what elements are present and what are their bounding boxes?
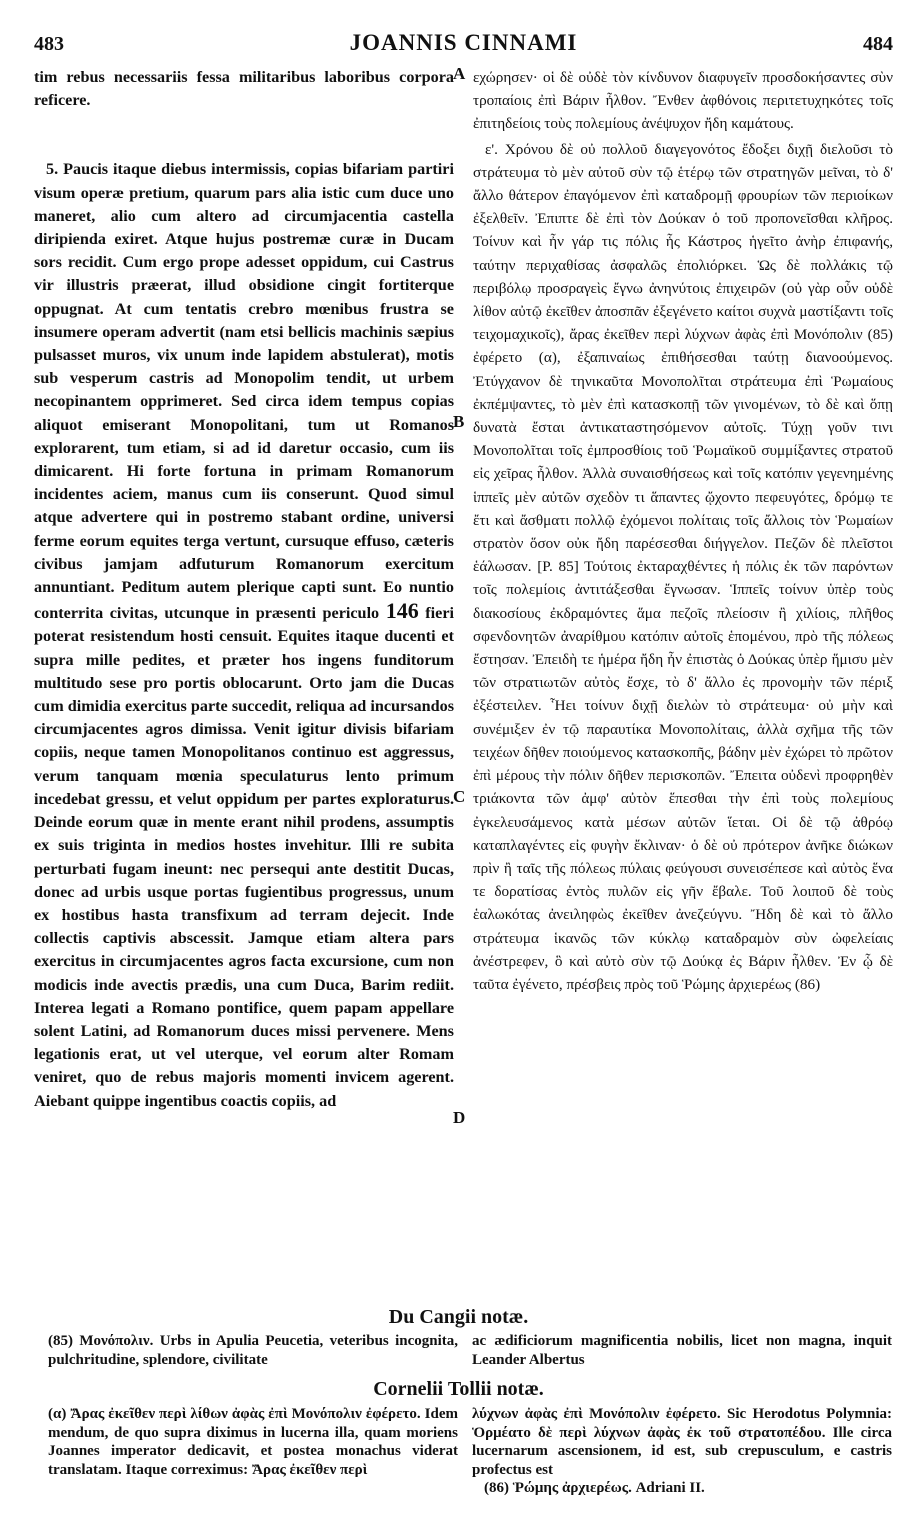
latin-paragraph-2 xyxy=(34,158,454,1112)
tollius-note-a-cont: λύχνων ἀφὰς ἐπὶ Μονόπολιν ἐφέρετο. Sic Herodotus Polymnia: Ὁρμέατο δὲ περὶ λύχνων ἀφὰς ἐκ τοῦ στρατοπέδου. Ille circa lucernarum ascensionem, id est, sub crepusculum, e castris profectus est xyxy=(472,1406,892,1478)
du-cange-note-85-cont: ac ædificiorum magnificentia nobilis, licet non magna, inquit Leander Albertus xyxy=(472,1333,892,1368)
section-marker-a: A xyxy=(453,64,466,83)
greek-paragraph-1: εχώρησεν· οἱ δὲ οὐδὲ τὸν κίνδυνον διαφυγεῖν προσδοκήσαντες σὺν τροπαίοις ἐπὶ Βάριν ἦλθον. Ἔνθεν ἀφθόνοις περιτετυχηκότες τοῖς ἐπιτηδείοις τοὺς πολεμίους ἀνέψυχον ἤδη καμάτους. xyxy=(473,69,893,133)
tollius-note-a: (α) Ἄρας ἐκεῖθεν περὶ λίθων ἀφὰς ἐπὶ Μονόπολιν ἐφέρετο. Idem mendum, de quo supra diximus in lucerna illa, quam moriens Joannes imperator dedicavit, et postea monachus viderat translatam. Itaque correximus: Ἄρας ἐκεῖθεν περὶ xyxy=(48,1406,458,1478)
section-marker-d: D xyxy=(453,1108,466,1127)
latin-paragraph-1: tim rebus necessariis fessa militaribus laboribus corpora reficere. xyxy=(34,68,454,110)
latin-paragraph-2b: fieri poterat resistendum hosti censuit. Equites itaque ducenti et supra mille pedites, et præter hos ingens funditorum multitudo sese pro portis oblocarunt. Orto jam die Ducas cum dimidia exercitus parte succedit, reliqua ad incursandos circumjacentes agros dimissa. Venit igitur divisis bifariam copiis, neque tamen Monopolitanos continuo est aggressus, verum tanquam mœnia speculaturus lento primum incedebat gressu, et velut oppidum per partes exploraturus. Deinde eorum quæ in mente erant nihil prodens, assumptis ex suis triginta in medios hostes invehitur. Illi re subita perturbati fugam ineunt: nec persequi ante destitit Ducas, donec ad urbis usque portas fugientibus progressus, unum ex hostibus hasta transfixum ad terram dejecit. Inde collectis captivis abscessit. Jamque etiam altera pars exercitus in circumjacentes agros facta excursione, cum non modicis inde avectis prædis, una cum Duca, Barim rediit. Interea legati a Romano pontifice, quem papam appellare solent Latini, ad Romanorum duces missi pervenere. Mens legationis erat, ut vel uterque, vel eorum alter Romam veniret, quo de rebus majoris momenti invicem agerent. Aiebant quippe ingentibus coactis copiis, ad xyxy=(34,604,454,1110)
big-page-number: 146 xyxy=(385,598,419,624)
tollius-note-left xyxy=(48,1405,458,1479)
tollius-note-86: (86) Ῥώμης ἀρχιερέως. Adriani II. xyxy=(484,1480,705,1496)
latin-column xyxy=(34,66,454,1308)
greek-paragraph-2: ε'. Χρόνου δὲ οὐ πολλοῦ διαγεγονότος ἔδοξει διχῇ διελοῦσι τὸ στράτευμα τὸ μὲν αὐτοῦ σὺν τῷ ἑτέρῳ τῶν στρατηγῶν μεῖναι, τὸ δ' ἄλλο θάτερον ἐπαγόμενον ἐπὶ καταδρομῇ φρουρίων τῶν περιοίκων ἐξελθεῖν. Ἐπιπτε δὲ ἐπὶ τὸν Δούκαν ὁ τοῦ προπονεῖσθαι κλῆρος. Τοίνυν καὶ ἦν γάρ τις πόλις ἧς Κάστρος ἡγεῖτο ἀνὴρ ἐπιφανής, ταύτην περιχαθίσας ἀσφαλῶς ἐπολιόρκει. Ὡς δὲ πολλάκις τῷ περιβόλῳ προσραγεὶς ἔγνω ἀνηνύτοις ἐπιχειρῶν (οὐ γὰρ οὖν οὐδὲ λίθον αὐτῷ ἐκεῖθεν ἀποσπᾶν ἐξεγένετο καίτοι συχνὰ μαστίξαντι τοῖς τειχομαχικοῖς), ἄρας ἐκεῖθεν περὶ λύχνων ἀφὰς ἐπὶ Μονόπολιν (85) ἐφέρετο (α), ἐξαπιναίως ἐπιθήσεσθαι ταύτῃ διανοούμενος. Ἐτύγχανον δὲ τηνικαῦτα Μονοπολῖται στράτευμα ἐπὶ Ῥωμαίους ἐκπέμψαντες, τὸ μὲν ἐπὶ κατασκοπῇ τῶν γινομένων, τὸ δὲ καὶ ὅπῃ δυνατὰ ἔσται ἀντικαταστησόμενον αὐτοῖς. Τύχῃ γοῦν τινι Μονοπολῖται τοῖς ἐμπροσθίοις τοῦ Ῥωμαϊκοῦ συμμίξαντες στρατοῦ εἰς χεῖρας ἦλθον. Ἀλλὰ συναισθήσεως καὶ τοῖς κατόπιν γεγενημένης ἱππεῖς μὲν αὐτῶν σχεδὸν τι ἅπαντες ᾤχοντο πεφευγότες, δρόμῳ τε ἔτι καὶ ἄσθματι πολλῷ ἐχόμενοι πολίταις τοῖς ἄλλοις τὸν Ῥωμαίων στρατὸν ὅσον οὐκ ἤδη παρέσεσθαι διήγγελον. Πεζῶν δὲ πλεῖστοι ἑάλωσαν. [P. 85] Τούτοις ἐκταραχθέντες ἡ πόλις ἐκ τῶν παρόντων τοῖς πολεμίοις ἀντιτάξεσθαι ἔγνωσαν. Ἱππεῖς τοίνυν ὑπὲρ τοὺς διακοσίους ἐκδραμόντες ἅμα πεζοῖς πλείοσιν ἢ χιλίοις, πλῆθος σφενδονητῶν ἀναρίθμου κατόπιν αὐτοῖς ἑπομένου, πρὸ τῆς πόλεως ἔστησαν. Ἐπειδὴ τε ἡμέρα ἤδη ἦν ἐπιστὰς ὁ Δούκας ὑπὲρ ἥμισυ μὲν τῶν στρατιωτῶν αὐτὸς ἔσχε, τὸ δ' ἄλλο ἐς προνομὴν τῶν πέριξ ἐξέστειλεν. Ἧει τοίνυν διχῇ διελὼν τὸ στράτευμα· οὐ μὴν καὶ συνέμιξεν ἐν τῷ παραυτίκα Μονοπολίταις, ἀλλὰ σχῆμα τῆς τῶν τειχέων δῆθεν ποιούμενος κατασκοπῆς, βάδην μὲν ἐχώρει τὸ πρῶτον ἐπὶ μέρους τὴν πόλιν δῆθεν περισκοπῶν. Ἔπειτα οὐδενὶ προφρηθὲν τριάκοντα τῶν ἀμφ' αὐτὸν ἕπεσθαι τὴν ἐπὶ τοὺς πολεμίους ἐγκελευσάμενος κατὰ μέσων αὐτῶν ἵεται. Οἱ δὲ τῷ ἀθρόῳ καταπλαγέντες εἰς φυγὴν ἔκλιναν· ὁ δὲ οὐ πρότερον ἀνῆκε διώκων πρὶν ἢ ταῖς τῆς πόλεως πύλαις φεύγουσι συνεισέπεσε καὶ αὐτὸς ἕνα τε δορατίσας ἐντὸς πυλῶν εἰς γῆν ἔβαλε. Τοῦ λοιποῦ δὲ τοὺς ἑαλωκότας ἀνειληφὼς ἐκεῖθεν ἀνεζεύγνυ. Ἤδη δὲ καὶ τὸ ἄλλο στράτευμα ἱκανῶς τῶν κύκλῳ καταδραμὸν σὺν ὠφελείαις ἀνέστρεφεν, ὃ καὶ αὐτὸ σὺν τῷ Δούκᾳ ἐς Βάριν ἦλθεν. Ἐν ᾧ δὲ ταῦτα ἐγένετο, πρέσβεις πρὸς τοῦ Ῥώμης ἀρχιερέως (86) xyxy=(473,140,893,993)
du-cange-note-right xyxy=(472,1332,892,1369)
du-cange-notes-title: Du Cangii notæ. xyxy=(388,1306,529,1328)
running-title: JOANNIS CINNAMI xyxy=(349,30,578,55)
running-header xyxy=(34,30,893,60)
tollius-notes-title: Cornelii Tollii notæ. xyxy=(373,1378,544,1400)
left-page-number: 483 xyxy=(34,33,64,55)
right-page-number: 484 xyxy=(862,33,893,55)
du-cange-note-left xyxy=(48,1332,458,1369)
tollius-note-right xyxy=(472,1405,892,1498)
du-cange-note-85: (85) Μονόπολιν. Urbs in Apulia Peucetia, veteribus incognita, pulchritudine, splendore, civilitate xyxy=(48,1333,458,1368)
latin-paragraph-2a: 5. Paucis itaque diebus intermissis, copias bifariam partiri visum operæ pretium, quarum pars alia istic cum duce uno maneret, alio cum altero ad circumjacentia castella diripienda exiret. Atque hujus postremæ curæ in Ducam sors recidit. Cum ergo prope adesset oppidum, cui Castrus vir illustris præerat, illud obsidione cingit fortiterque oppugnat. At cum tentatis crebro mœnibus frustra se insumere operam advertit (nam etsi bellicis machinis sæpius pulsasset muros, vix unum inde lapidem abstulerat), motis sub vesperum castris ad Monopolim tendit, ut urbem necopinantem opprimeret. Sed circa idem tempus copias aliquot emiserant Monopolitani, tum ut Romanos explorarent, tum etiam, si ad id daretur occasio, cum iis dimicarent. Hi forte fortuna in primam Romanorum incidentes aciem, manus cum iis conserunt. Quod simul atque advertere qui in postremo stabant ordine, universi ferme eorum equites terga vertunt, cursuque effuso, cæteris civibus jamjam adfuturum Romanorum exercitum annuntiant. Peditum autem plerique capti sunt. Eo nuntio conterrita civitas, utcunque in præsenti periculo xyxy=(34,160,454,623)
greek-column xyxy=(473,66,893,1308)
section-marker-b: B xyxy=(453,412,465,431)
section-marker-c: C xyxy=(453,787,466,806)
